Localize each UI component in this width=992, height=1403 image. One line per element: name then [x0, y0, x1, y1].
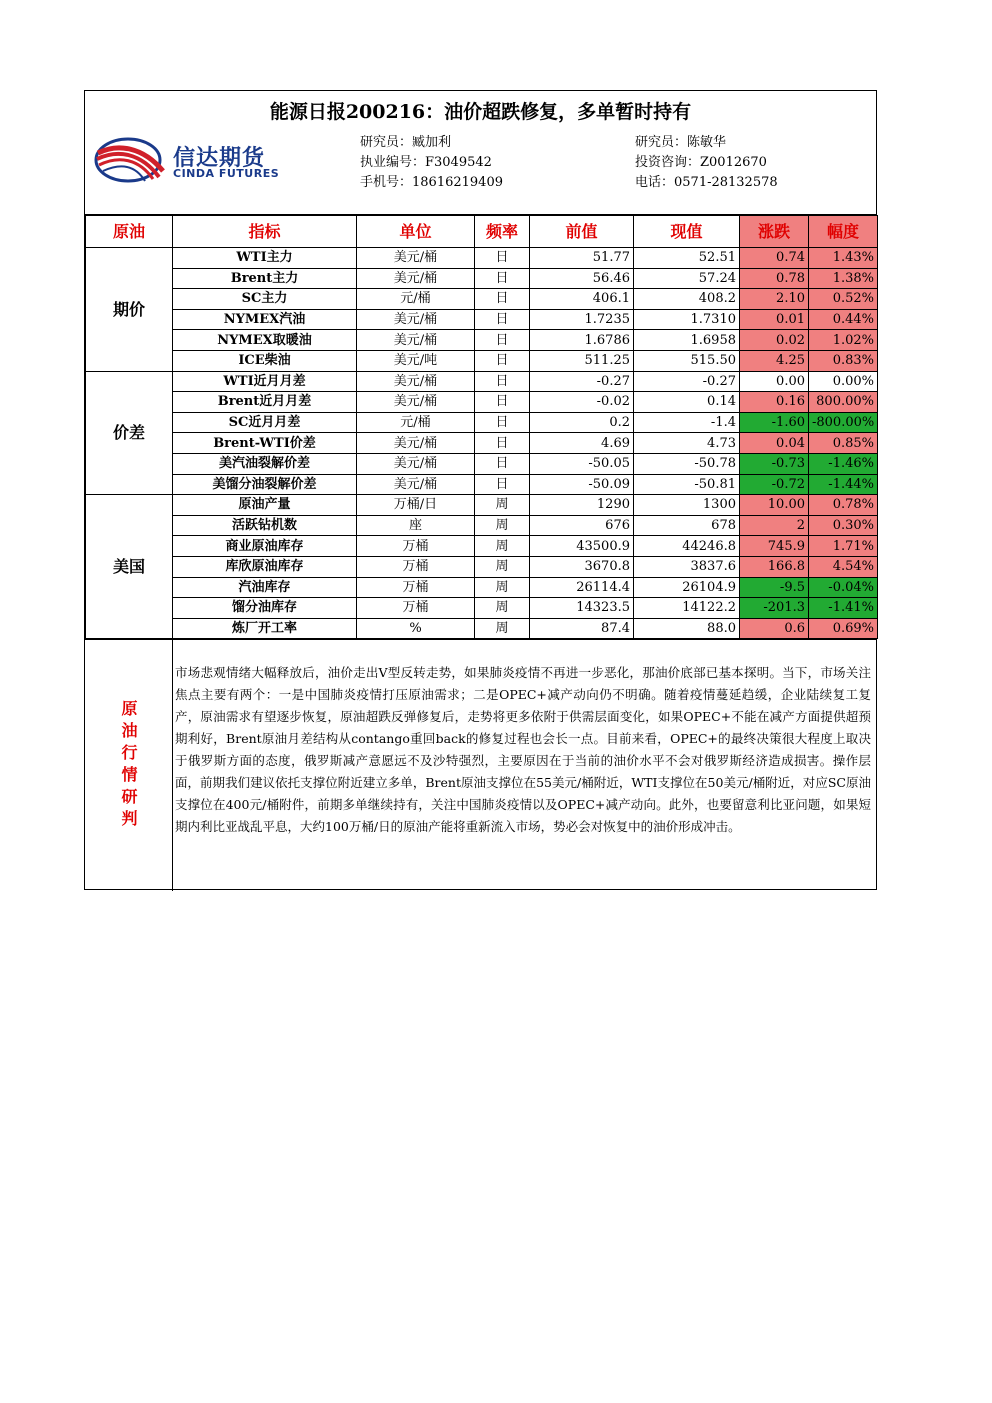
unit-cell: 万桶/日 [357, 495, 475, 516]
percent-cell: -1.44% [809, 474, 878, 495]
unit-cell: 美元/桶 [357, 371, 475, 392]
percent-cell: 800.00% [809, 392, 878, 413]
indicator-cell: Brent近月月差 [173, 392, 357, 413]
previous-value-cell: -50.09 [530, 474, 634, 495]
header-crude: 原油 [86, 216, 173, 248]
frequency-cell: 日 [475, 309, 530, 330]
unit-cell: 万桶 [357, 556, 475, 577]
indicator-cell: NYMEX汽油 [173, 309, 357, 330]
frequency-cell: 周 [475, 515, 530, 536]
report-frame [84, 90, 877, 890]
indicator-cell: 商业原油库存 [173, 536, 357, 557]
table-row [86, 433, 878, 454]
page-title: 能源日报200216：油价超跌修复，多单暂时持有 [269, 101, 692, 123]
analysis-section [85, 639, 877, 891]
frequency-cell: 日 [475, 474, 530, 495]
table-header-row [86, 216, 878, 248]
change-cell: 2 [740, 515, 809, 536]
table-row [86, 515, 878, 536]
change-cell: 166.8 [740, 556, 809, 577]
previous-value-cell: 406.1 [530, 289, 634, 310]
indicator-cell: 美汽油裂解价差 [173, 453, 357, 474]
percent-cell: 0.78% [809, 495, 878, 516]
unit-cell: % [357, 618, 475, 639]
unit-cell: 万桶 [357, 598, 475, 619]
frequency-cell: 日 [475, 330, 530, 351]
previous-value-cell: 0.2 [530, 412, 634, 433]
previous-value-cell: 511.25 [530, 350, 634, 371]
percent-cell: -0.04% [809, 577, 878, 598]
frequency-cell: 周 [475, 577, 530, 598]
current-value-cell: 26104.9 [634, 577, 740, 598]
indicator-cell: 活跃钻机数 [173, 515, 357, 536]
indicator-cell: 原油产量 [173, 495, 357, 516]
percent-cell: -1.46% [809, 453, 878, 474]
indicator-cell: 库欣原油库存 [173, 556, 357, 577]
change-cell: -1.60 [740, 412, 809, 433]
category-cell: 美国 [86, 495, 173, 639]
header-previous: 前值 [530, 216, 634, 248]
frequency-cell: 日 [475, 433, 530, 454]
current-value-cell: 678 [634, 515, 740, 536]
phone-number: 手机号：18616219409 [360, 175, 503, 190]
percent-cell: 1.38% [809, 268, 878, 289]
previous-value-cell: 4.69 [530, 433, 634, 454]
consulting-number: 投资咨询：Z0012670 [635, 155, 767, 170]
table-row [86, 577, 878, 598]
frequency-cell: 日 [475, 289, 530, 310]
frequency-cell: 日 [475, 268, 530, 289]
researcher-left-info [360, 133, 503, 193]
change-cell: 10.00 [740, 495, 809, 516]
previous-value-cell: 14323.5 [530, 598, 634, 619]
change-cell: 2.10 [740, 289, 809, 310]
change-cell: 745.9 [740, 536, 809, 557]
change-cell: 0.78 [740, 268, 809, 289]
table-row [86, 330, 878, 351]
category-cell: 价差 [86, 371, 173, 495]
table-row [86, 412, 878, 433]
change-cell: 0.00 [740, 371, 809, 392]
indicator-cell: 炼厂开工率 [173, 618, 357, 639]
change-cell: -201.3 [740, 598, 809, 619]
previous-value-cell: 26114.4 [530, 577, 634, 598]
frequency-cell: 周 [475, 556, 530, 577]
percent-cell: 0.69% [809, 618, 878, 639]
unit-cell: 万桶 [357, 536, 475, 557]
table-row [86, 453, 878, 474]
header-current: 现值 [634, 216, 740, 248]
analysis-label: 原油行情研判 [119, 699, 138, 832]
indicator-cell: Brent-WTI价差 [173, 433, 357, 454]
change-cell: -0.73 [740, 453, 809, 474]
current-value-cell: 52.51 [634, 248, 740, 269]
unit-cell: 美元/桶 [357, 433, 475, 454]
indicator-cell: 美馏分油裂解价差 [173, 474, 357, 495]
unit-cell: 美元/吨 [357, 350, 475, 371]
current-value-cell: 14122.2 [634, 598, 740, 619]
previous-value-cell: 51.77 [530, 248, 634, 269]
table-row [86, 371, 878, 392]
percent-cell: 1.43% [809, 248, 878, 269]
previous-value-cell: 3670.8 [530, 556, 634, 577]
percent-cell: 1.71% [809, 536, 878, 557]
phone-number: 电话：0571-28132578 [635, 175, 778, 190]
current-value-cell: 88.0 [634, 618, 740, 639]
current-value-cell: 1.6958 [634, 330, 740, 351]
change-cell: 0.04 [740, 433, 809, 454]
analysis-label-cell [85, 640, 173, 891]
table-row [86, 474, 878, 495]
frequency-cell: 日 [475, 453, 530, 474]
change-cell: 0.01 [740, 309, 809, 330]
indicator-cell: SC近月月差 [173, 412, 357, 433]
change-cell: 0.6 [740, 618, 809, 639]
table-row [86, 268, 878, 289]
logo-text-cn: 信达期货 [173, 146, 266, 171]
current-value-cell: 1.7310 [634, 309, 740, 330]
frequency-cell: 周 [475, 495, 530, 516]
previous-value-cell: 676 [530, 515, 634, 536]
unit-cell: 元/桶 [357, 289, 475, 310]
change-cell: 0.02 [740, 330, 809, 351]
percent-cell: 0.30% [809, 515, 878, 536]
unit-cell: 美元/桶 [357, 392, 475, 413]
indicator-cell: WTI近月月差 [173, 371, 357, 392]
change-cell: 0.16 [740, 392, 809, 413]
current-value-cell: 515.50 [634, 350, 740, 371]
frequency-cell: 日 [475, 350, 530, 371]
frequency-cell: 日 [475, 412, 530, 433]
percent-cell: 0.83% [809, 350, 878, 371]
table-row [86, 248, 878, 269]
frequency-cell: 周 [475, 618, 530, 639]
frequency-cell: 日 [475, 371, 530, 392]
percent-cell: 0.44% [809, 309, 878, 330]
previous-value-cell: -50.05 [530, 453, 634, 474]
change-cell: 0.74 [740, 248, 809, 269]
previous-value-cell: 1.7235 [530, 309, 634, 330]
header-percent: 幅度 [809, 216, 878, 248]
indicator-cell: ICE柴油 [173, 350, 357, 371]
current-value-cell: 4.73 [634, 433, 740, 454]
unit-cell: 美元/桶 [357, 474, 475, 495]
unit-cell: 美元/桶 [357, 453, 475, 474]
current-value-cell: -50.78 [634, 453, 740, 474]
data-table [85, 215, 878, 639]
previous-value-cell: 87.4 [530, 618, 634, 639]
table-row [86, 556, 878, 577]
change-cell: -0.72 [740, 474, 809, 495]
percent-cell: 4.54% [809, 556, 878, 577]
header-change: 涨跌 [740, 216, 809, 248]
unit-cell: 元/桶 [357, 412, 475, 433]
logo-text-en: CINDA FUTURES [173, 167, 280, 180]
current-value-cell: 0.14 [634, 392, 740, 413]
unit-cell: 美元/桶 [357, 330, 475, 351]
license-number: 执业编号：F3049542 [360, 155, 492, 170]
table-row [86, 350, 878, 371]
change-cell: 4.25 [740, 350, 809, 371]
table-row [86, 309, 878, 330]
researcher-right-info [635, 133, 778, 193]
analysis-text: 市场悲观情绪大幅释放后，油价走出V型反转走势，如果肺炎疫情不再进一步恶化，那油价底部已基本探明。当下，市场关注焦点主要有两个：一是中国肺炎疫情打压原油需求；二是OPEC+减产动向仍不明确。随着疫情蔓延趋缓，企业陆续复工复产，原油需求有望逐步恢复，原油超跌反弹修复后，走势将更多依附于供需层面变化，如果OPEC+不能在减产方面提供超预期利好，Brent原油月差结构从contango重回back的修复过程也会长一点。目前来看，OPEC+的最终决策很大程度上取决于俄罗斯方面的态度，俄罗斯减产意愿远不及沙特强烈，主要原因在于当前的油价水平不会对俄罗斯经济造成损害。操作层面，前期我们建议依托支撑位附近建立多单，Brent原油支撑位在55美元/桶附近，WTI支撑位在50美元/桶附近，对应SC原油支撑位在400元/桶附件，前期多单继续持有，关注中国肺炎疫情以及OPEC+减产动向。此外，也要留意利比亚问题，如果短期内利比亚战乱平息，大约100万桶/日的原油产能将重新流入市场，势必会对恢复中的油价形成冲击。 [175, 665, 871, 834]
percent-cell: 0.52% [809, 289, 878, 310]
percent-cell: 0.85% [809, 433, 878, 454]
frequency-cell: 日 [475, 248, 530, 269]
current-value-cell: 408.2 [634, 289, 740, 310]
current-value-cell: -1.4 [634, 412, 740, 433]
table-row [86, 495, 878, 516]
unit-cell: 万桶 [357, 577, 475, 598]
unit-cell: 美元/桶 [357, 248, 475, 269]
header-unit: 单位 [357, 216, 475, 248]
percent-cell: -800.00% [809, 412, 878, 433]
percent-cell: 1.02% [809, 330, 878, 351]
logo-swoosh-icon [93, 135, 173, 185]
previous-value-cell: -0.02 [530, 392, 634, 413]
category-cell: 期价 [86, 248, 173, 372]
indicator-cell: NYMEX取暖油 [173, 330, 357, 351]
indicator-cell: 馏分油库存 [173, 598, 357, 619]
indicator-cell: SC主力 [173, 289, 357, 310]
current-value-cell: 3837.6 [634, 556, 740, 577]
current-value-cell: 44246.8 [634, 536, 740, 557]
current-value-cell: 1300 [634, 495, 740, 516]
change-cell: -9.5 [740, 577, 809, 598]
frequency-cell: 周 [475, 598, 530, 619]
previous-value-cell: -0.27 [530, 371, 634, 392]
indicator-cell: WTI主力 [173, 248, 357, 269]
unit-cell: 座 [357, 515, 475, 536]
indicator-cell: Brent主力 [173, 268, 357, 289]
researcher-name: 研究员：陈敏华 [635, 135, 727, 150]
percent-cell: -1.41% [809, 598, 878, 619]
percent-cell: 0.00% [809, 371, 878, 392]
previous-value-cell: 1290 [530, 495, 634, 516]
table-row [86, 598, 878, 619]
table-row [86, 536, 878, 557]
frequency-cell: 日 [475, 392, 530, 413]
frequency-cell: 周 [475, 536, 530, 557]
current-value-cell: -50.81 [634, 474, 740, 495]
researcher-name: 研究员：臧加利 [360, 135, 452, 150]
unit-cell: 美元/桶 [357, 309, 475, 330]
table-row [86, 392, 878, 413]
header-frequency: 频率 [475, 216, 530, 248]
previous-value-cell: 1.6786 [530, 330, 634, 351]
table-row [86, 618, 878, 639]
current-value-cell: 57.24 [634, 268, 740, 289]
unit-cell: 美元/桶 [357, 268, 475, 289]
previous-value-cell: 43500.9 [530, 536, 634, 557]
current-value-cell: -0.27 [634, 371, 740, 392]
indicator-cell: 汽油库存 [173, 577, 357, 598]
table-row [86, 289, 878, 310]
header-indicator: 指标 [173, 216, 357, 248]
previous-value-cell: 56.46 [530, 268, 634, 289]
